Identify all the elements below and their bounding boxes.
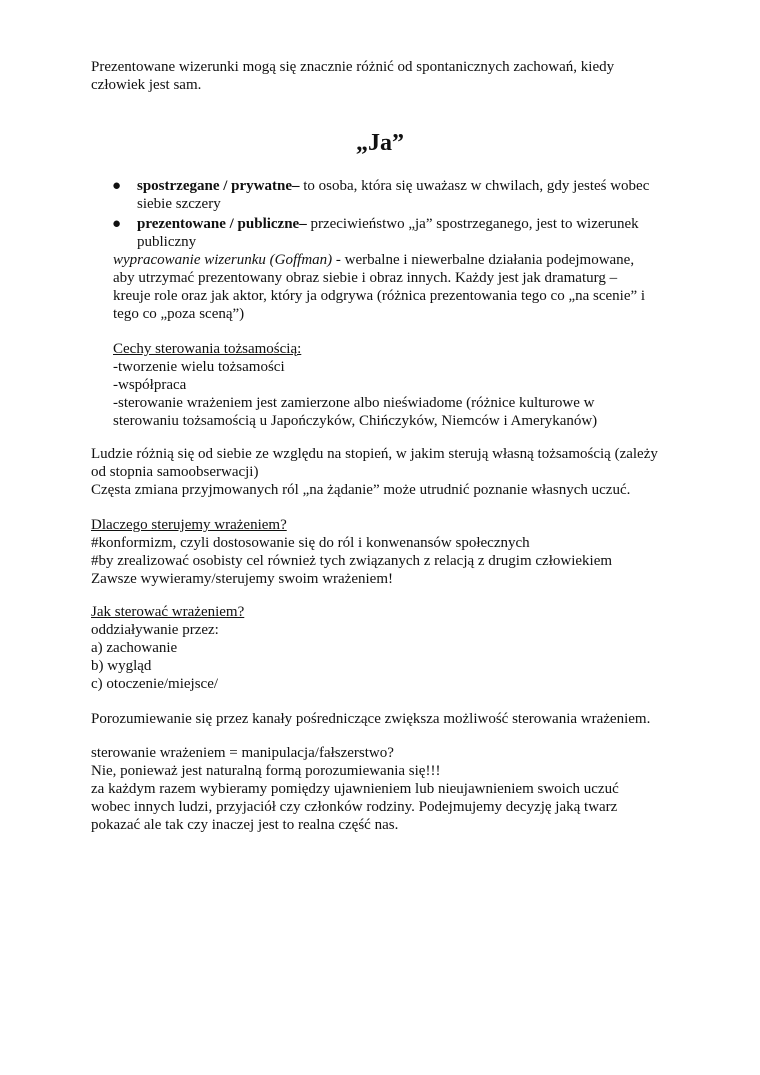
how-item-a: a) zachowanie xyxy=(91,640,178,656)
manipulation-line-1: sterowanie wrażeniem = manipulacja/fałszerstwo? xyxy=(91,745,394,761)
features-item-3: -sterowanie wrażeniem jest zamierzone albo nieświadome (różnice kulturowe w xyxy=(113,395,595,411)
channels-line: Porozumiewanie się przez kanały pośredniczące zwiększa możliwość sterowania wrażeniem. xyxy=(91,711,651,727)
features-item-2: -współpraca xyxy=(113,377,187,393)
bullet-public-term: prezentowane / publiczne– xyxy=(137,216,307,232)
why-line-1: #konformizm, czyli dostosowanie się do ról i konwenansów społecznych xyxy=(91,535,530,551)
section-title: „Ja” xyxy=(356,130,404,156)
intro-line-1: Prezentowane wizerunki mogą się znacznie różnić od spontanicznych zachowań, kiedy xyxy=(91,59,615,75)
manipulation-line-5: pokazać ale tak czy inaczej jest to realna część nas. xyxy=(91,817,399,833)
bullet-private-text: to osoba, która się uważasz w chwilach, gdy jesteś wobec xyxy=(299,178,650,194)
why-line-3: Zawsze wywieramy/sterujemy swoim wrażeniem! xyxy=(91,571,393,587)
manipulation-section xyxy=(91,744,681,834)
intro-paragraph xyxy=(91,58,691,94)
differences-line-2: od stopnia samoobserwacji) xyxy=(91,464,259,480)
features-item-3-cont: sterowaniu tożsamością u Japończyków, Chińczyków, Niemców i Amerykanów) xyxy=(113,413,598,429)
goffman-line-3: kreuje role oraz jak aktor, który ja odgrywa (różnica prezentowania tego co „na scenie” i xyxy=(113,288,646,304)
how-item-b: b) wygląd xyxy=(91,658,152,674)
bullet-private-term: spostrzegane / prywatne– xyxy=(137,178,300,194)
bullet-public-text: przeciwieństwo „ja” spostrzeganego, jest to wizerunek xyxy=(306,216,639,232)
goffman-term: wypracowanie wizerunku (Goffman) xyxy=(113,252,333,268)
why-line-2: #by zrealizować osobisty cel również tych związanych z relacją z drugim człowiekiem xyxy=(91,553,613,569)
goffman-line-2: aby utrzymać prezentowany obraz siebie i obraz innych. Każdy jest jak dramaturg – xyxy=(113,270,618,286)
channels-paragraph xyxy=(91,710,691,728)
goffman-line-4: tego co „poza sceną”) xyxy=(113,306,245,322)
manipulation-line-3: za każdym razem wybieramy pomiędzy ujawnieniem lub nieujawnieniem swoich uczuć xyxy=(91,781,619,797)
differences-line-3: Częsta zmiana przyjmowanych ról „na żądanie” może utrudnić poznanie własnych uczuć. xyxy=(91,482,631,498)
features-heading: Cechy sterowania tożsamością: xyxy=(113,341,302,357)
why-section xyxy=(91,516,681,588)
intro-line-2: człowiek jest sam. xyxy=(91,77,202,93)
how-item-c: c) otoczenie/miejsce/ xyxy=(91,676,219,692)
bullet-dot-icon: ● xyxy=(112,178,122,194)
manipulation-line-2: Nie, ponieważ jest naturalną formą porozumiewania się!!! xyxy=(91,763,441,779)
differences-paragraph xyxy=(91,445,681,499)
bullet-dot-icon: ● xyxy=(112,216,122,232)
how-section xyxy=(91,603,681,693)
differences-line-1: Ludzie różnią się od siebie ze względu na stopień, w jakim sterują własną tożsamością (zależy xyxy=(91,446,658,462)
how-heading: Jak sterować wrażeniem? xyxy=(91,604,245,620)
bullet-private-text-cont: siebie szczery xyxy=(137,196,221,212)
features-item-1: -tworzenie wielu tożsamości xyxy=(113,359,285,375)
manipulation-line-4: wobec innych ludzi, przyjaciół czy członków rodziny. Podejmujemy decyzję jaką twarz xyxy=(91,799,618,815)
features-section xyxy=(113,340,673,430)
how-line-1: oddziaływanie przez: xyxy=(91,622,219,638)
goffman-paragraph xyxy=(113,251,673,323)
goffman-line-1: - werbalne i niewerbalne działania podejmowane, xyxy=(332,252,635,268)
why-heading: Dlaczego sterujemy wrażeniem? xyxy=(91,517,287,533)
bullet-public-text-cont: publiczny xyxy=(137,234,197,250)
